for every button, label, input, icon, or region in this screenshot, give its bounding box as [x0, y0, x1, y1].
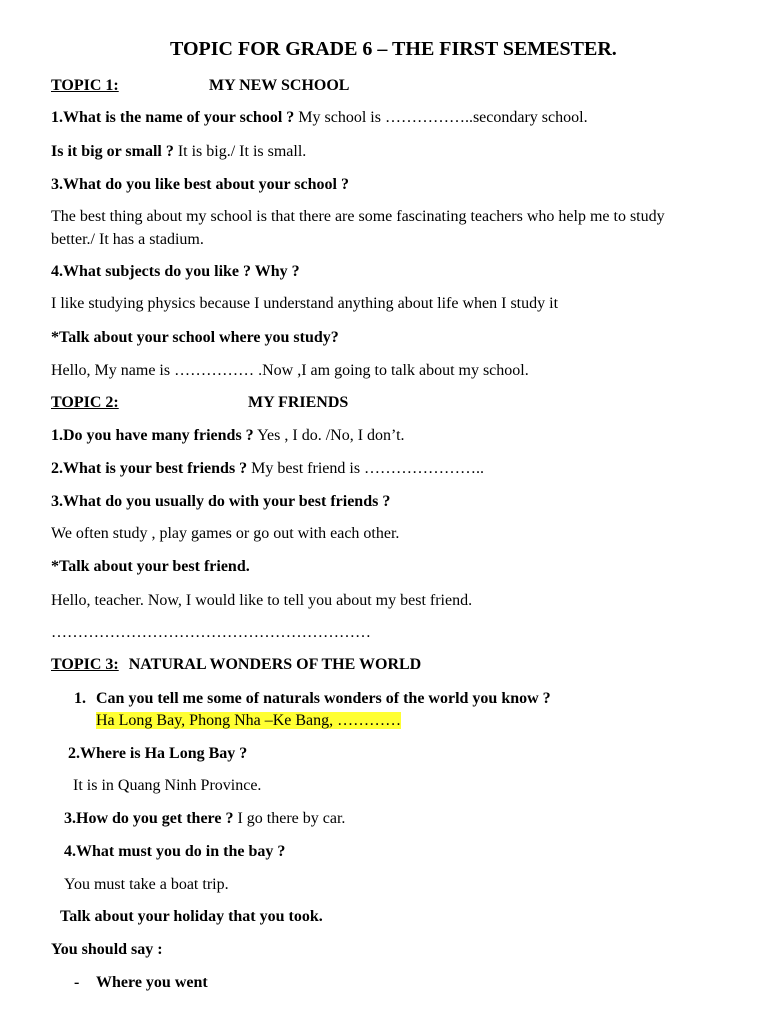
topic2-q2-line: [51, 459, 484, 479]
topic1-question-2: Is it big or small ?: [51, 143, 174, 160]
topic3-label: TOPIC 3:: [51, 656, 119, 673]
topic3-name: NATURAL WONDERS OF THE WORLD: [128, 656, 422, 673]
topic2-label: TOPIC 2:: [51, 394, 119, 411]
page-title: TOPIC FOR GRADE 6 – THE FIRST SEMESTER.: [170, 38, 617, 60]
topic3-heading: [51, 655, 421, 675]
topic1-question-4: 4.What subjects do you like ? Why ?: [51, 263, 300, 280]
topic3-answer-1-highlight: Ha Long Bay, Phong Nha –Ke Bang, …………: [96, 712, 402, 729]
topic2-talk-answer: Hello, teacher. Now, I would like to tell you about my best friend.: [51, 592, 473, 609]
topic3-q1-number: 1.: [74, 690, 86, 707]
topic1-answer-4: I like studying physics because I understand anything about life when I study it: [51, 295, 559, 312]
topic2-dotted-line: ……………………………………………………: [51, 624, 371, 641]
topic2-heading: [51, 393, 349, 413]
topic3-question-3: 3.How do you get there ?: [64, 810, 234, 827]
topic2-question-2: 2.What is your best friends ?: [51, 460, 248, 477]
topic3-question-2: 2.Where is Ha Long Bay ?: [68, 745, 248, 762]
topic1-question-1: 1.What is the name of your school ?: [51, 109, 295, 126]
topic1-question-3: 3.What do you like best about your school ?: [51, 176, 349, 193]
topic1-name: MY NEW SCHOOL: [209, 77, 350, 94]
topic3-question-1: Can you tell me some of naturals wonders of the world you know ?: [96, 690, 551, 707]
topic2-answer-3: We often study , play games or go out with each other.: [51, 525, 400, 542]
topic2-answer-1: Yes , I do. /No, I don’t.: [253, 427, 405, 444]
topic3-answer-4: You must take a boat trip.: [64, 876, 229, 893]
topic2-question-1: 1.Do you have many friends ?: [51, 427, 254, 444]
topic1-q1-line: [51, 108, 588, 128]
topic1-label: TOPIC 1:: [51, 77, 119, 94]
topic1-talk-prompt: *Talk about your school where you study?: [51, 329, 339, 346]
topic2-answer-2: My best friend is …………………..: [247, 460, 485, 477]
topic3-answer-2: It is in Quang Ninh Province.: [73, 777, 262, 794]
topic1-talk-answer: Hello, My name is …………… .Now ,I am going to talk about my school.: [51, 362, 529, 379]
topic3-should-say: You should say :: [51, 941, 163, 958]
topic3-question-4: 4.What must you do in the bay ?: [64, 843, 286, 860]
topic1-answer-2: It is big./ It is small.: [173, 143, 307, 160]
topic3-talk-prompt: Talk about your holiday that you took.: [60, 908, 323, 925]
topic3-q3-line: [64, 809, 345, 829]
topic2-name: MY FRIENDS: [248, 394, 349, 411]
topic3-bullet: -: [74, 974, 80, 991]
topic3-answer-3: I go there by car.: [233, 810, 346, 827]
topic2-question-3: 3.What do you usually do with your best friends ?: [51, 493, 391, 510]
topic1-q2-line: [51, 142, 306, 162]
topic2-q1-line: [51, 426, 405, 446]
topic2-talk-prompt: *Talk about your best friend.: [51, 558, 250, 575]
topic3-item-1: Where you went: [96, 974, 208, 991]
topic1-heading: [51, 76, 350, 96]
topic3-answer-1: [96, 711, 401, 731]
topic1-answer-1: My school is ……………..secondary school.: [294, 109, 588, 126]
topic1-answer-3: The best thing about my school is that there are some fascinating teachers who help me to study better./ It has a stadium.: [51, 208, 665, 248]
